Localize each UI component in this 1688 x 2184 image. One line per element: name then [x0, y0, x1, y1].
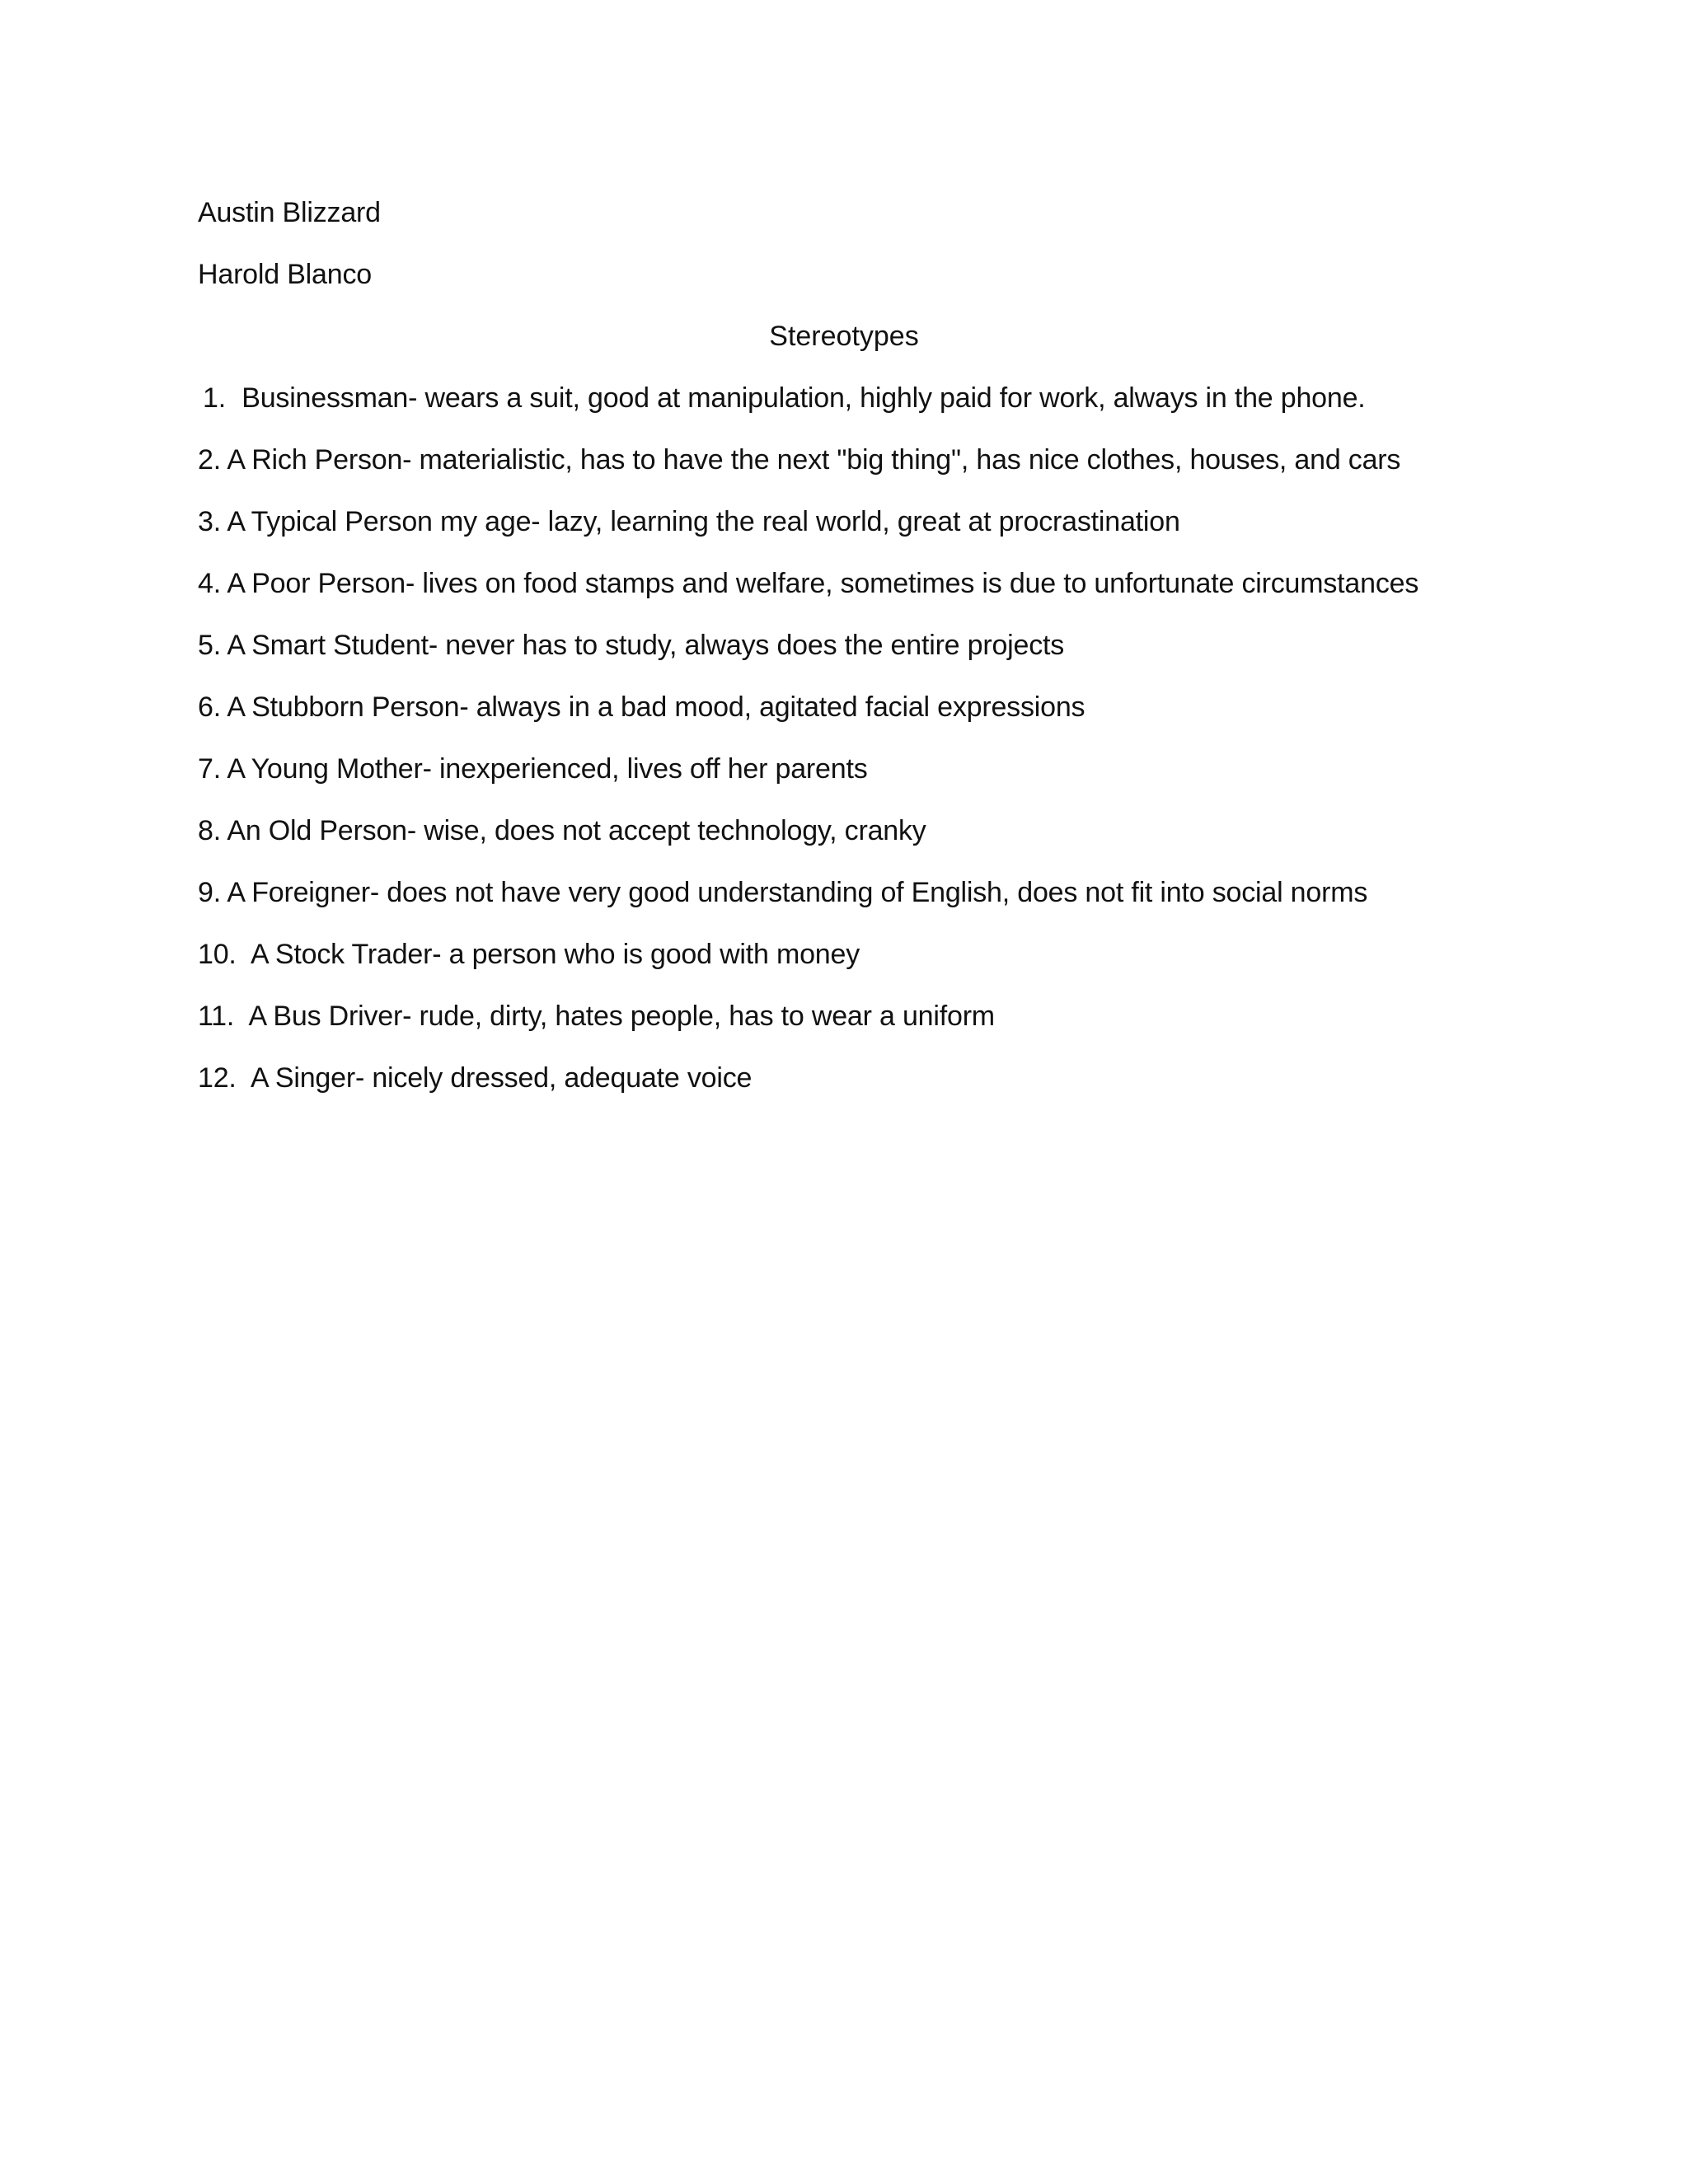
- list-item: [198, 505, 1180, 538]
- list-item: [198, 567, 1418, 600]
- list-item: [198, 752, 868, 785]
- list-item-text: A Foreigner- does not have very good understanding of English, does not fit into social norms: [227, 877, 1368, 908]
- list-item-number: 2.: [198, 444, 221, 476]
- list-item-text: A Bus Driver- rude, dirty, hates people, has to wear a uniform: [248, 1001, 995, 1032]
- document-title: Stereotypes: [769, 321, 919, 352]
- list-item-text: A Singer- nicely dressed, adequate voice: [251, 1062, 753, 1094]
- list-item-text: A Stubborn Person- always in a bad mood, agitated facial expressions: [227, 691, 1085, 723]
- list-item: [203, 382, 1366, 415]
- list-item: [198, 938, 860, 971]
- list-item: [198, 691, 1085, 724]
- list-item-number: 9.: [198, 877, 221, 908]
- list-item-text: An Old Person- wise, does not accept technology, cranky: [227, 815, 926, 846]
- author-name: Austin Blizzard: [198, 197, 381, 228]
- list-item-number: 1.: [203, 382, 226, 414]
- list-item-text: Businessman- wears a suit, good at manipulation, highly paid for work, always in the phone.: [241, 382, 1366, 414]
- author-name: Harold Blanco: [198, 259, 372, 290]
- list-item: [198, 814, 926, 847]
- list-item-text: A Rich Person- materialistic, has to have the next "big thing", has nice clothes, houses, and cars: [227, 444, 1401, 476]
- list-item-number: 4.: [198, 568, 221, 599]
- list-item-text: A Young Mother- inexperienced, lives off her parents: [227, 753, 868, 785]
- list-item: [198, 443, 1400, 476]
- list-item-number: 3.: [198, 506, 221, 537]
- list-item: [198, 1000, 995, 1033]
- list-item: [198, 1062, 752, 1094]
- list-item-number: 10.: [198, 939, 237, 970]
- list-item-number: 11.: [198, 1001, 235, 1032]
- list-item-text: A Smart Student- never has to study, always does the entire projects: [227, 630, 1065, 661]
- list-item-number: 5.: [198, 630, 221, 661]
- list-item-number: 8.: [198, 815, 221, 846]
- list-item: [198, 876, 1367, 909]
- list-item-number: 12.: [198, 1062, 237, 1094]
- list-item-text: A Typical Person my age- lazy, learning the real world, great at procrastination: [227, 506, 1180, 537]
- list-item-number: 7.: [198, 753, 221, 785]
- list-item: [198, 629, 1064, 662]
- list-item-text: A Poor Person- lives on food stamps and welfare, sometimes is due to unfortunate circumstances: [227, 568, 1419, 599]
- list-item-number: 6.: [198, 691, 221, 723]
- list-item-text: A Stock Trader- a person who is good with money: [251, 939, 860, 970]
